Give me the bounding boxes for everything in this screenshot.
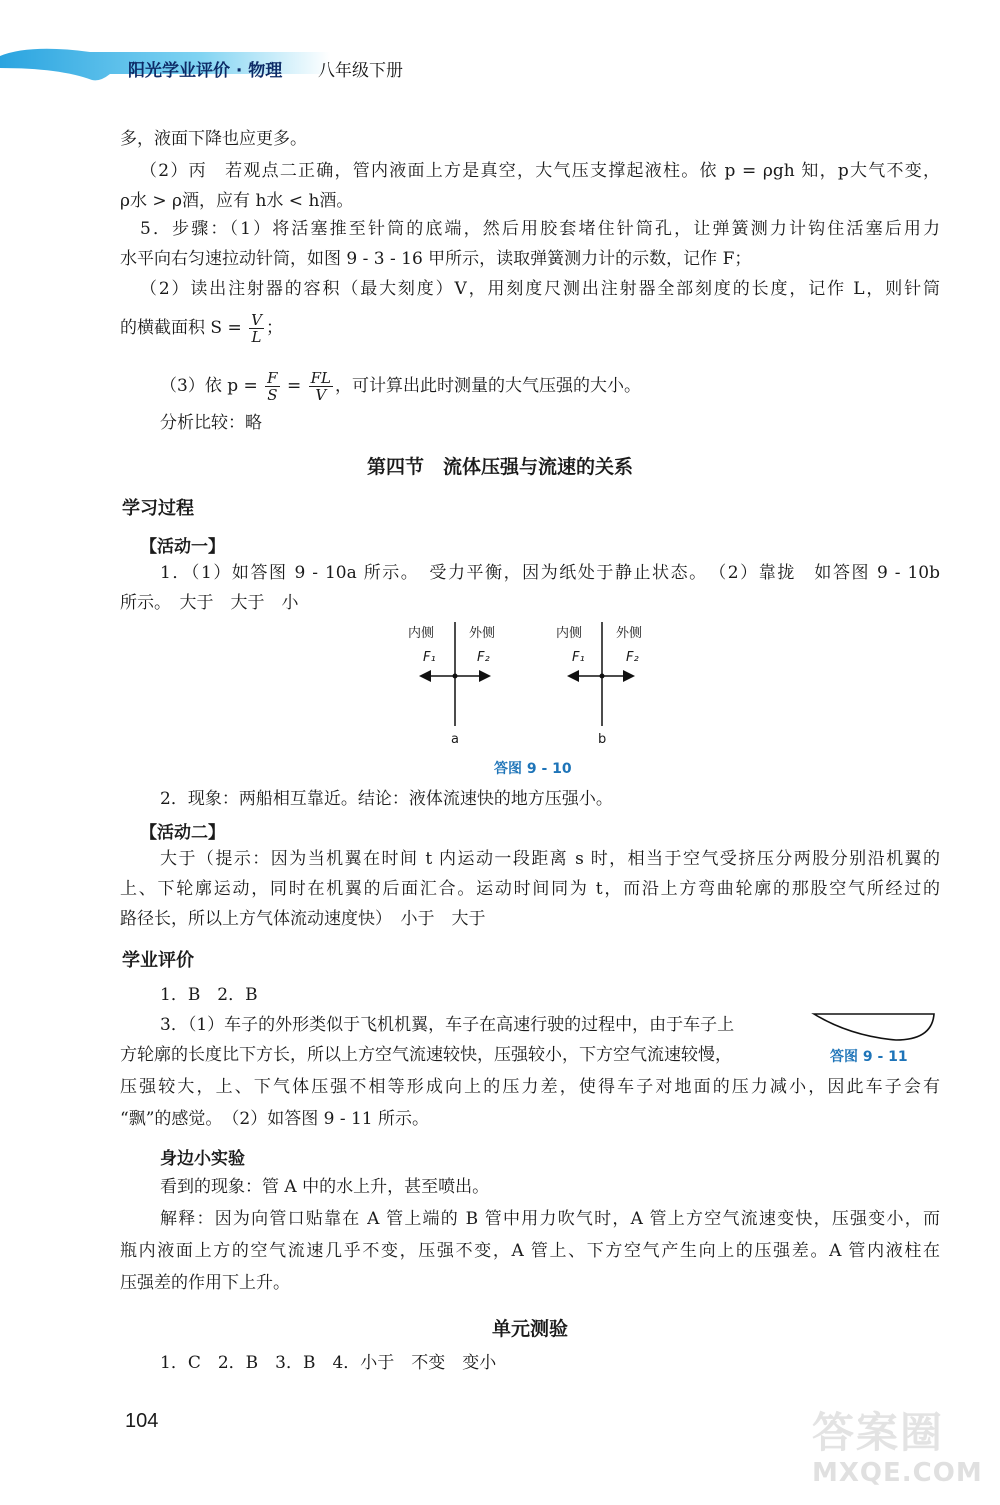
label-f2: F₂ (626, 650, 639, 665)
formula-line (160, 370, 641, 403)
text-line: 压强差的作用下上升。 (120, 1273, 290, 1293)
label-inner: 内侧 (408, 626, 435, 641)
label-f2: F₂ (477, 650, 490, 665)
text-segment: ； (265, 318, 283, 338)
fraction (249, 312, 264, 345)
text-segment: ，可计算出此时测量的大气压强的大小。 (335, 376, 642, 396)
denominator: L (251, 328, 262, 346)
heading-study: 学习过程 (122, 498, 194, 519)
label-f1: F₁ (423, 650, 436, 665)
numerator: V (251, 311, 262, 329)
text-segment: （3）依 p = (160, 376, 258, 396)
label-inner: 内侧 (556, 626, 583, 641)
heading-assessment: 学业评价 (122, 950, 194, 971)
text-line: 路径长，所以上方气体流动速度快） 小于 大于 (120, 909, 486, 929)
text-line: （2）读出注射器的容积（最大刻度）V，用刻度尺测出注射器全部刻度的长度，记作 L，则针筒 (140, 279, 940, 299)
grade-label: 八年级下册 (318, 61, 403, 81)
numerator: F (267, 369, 278, 387)
text-line: 看到的现象：管 A 中的水上升，甚至喷出。 (160, 1177, 490, 1197)
text-line: 水平向右匀速拉动针筒，如图 9 - 3 - 16 甲所示，读取弹簧测力计的示数，记作 F； (120, 249, 752, 269)
figure-caption: 答图 9 - 11 (830, 1049, 908, 1065)
text-line: 多，液面下降也应更多。 (120, 129, 307, 149)
text-line: 上、下轮廓运动，同时在机翼的后面汇合。运动时间同为 t，而沿上方弯曲轮廓的那股空气所经过的 (120, 879, 940, 899)
label-outer: 外侧 (469, 626, 496, 641)
activity-label: 【活动二】 (140, 823, 225, 843)
label-a: a (451, 732, 459, 747)
text-line: 2．现象：两船相互靠近。结论：液体流速快的地方压强小。 (160, 789, 613, 809)
text-line: “飘”的感觉。 （2）如答图 9 - 11 所示。 (120, 1109, 430, 1129)
text-line: 解释：因为向管口贴靠在 A 管上端的 B 管中用力吹气时，A 管上方空气流速变快，压强变小，而 (160, 1209, 940, 1229)
label-f1: F₁ (572, 650, 585, 665)
heading-unit-test: 单元测验 (491, 1318, 568, 1340)
text-line: ρ水 > ρ酒，应有 h水 < h酒。 (120, 191, 354, 211)
watermark-logo (812, 1408, 982, 1500)
denominator: V (315, 386, 327, 404)
fraction (309, 370, 333, 403)
text-line: （2）丙 若观点二正确，管内液面上方是真空，大气压支撑起液柱。依 p = ρgh 知，p大气不变， (140, 161, 940, 181)
text-line: 5．步骤：（1）将活塞推至针筒的底端，然后用胶套堵住针筒孔，让弹簧测力计钩住活塞后用力 (140, 219, 940, 239)
page-number: 104 (125, 1410, 159, 1432)
label-outer: 外侧 (616, 626, 643, 641)
text-line: 瓶内液面上方的空气流速几乎不变，压强不变，A 管上、下方空气产生向上的压强差。A 管内液柱在 (120, 1241, 941, 1261)
text-line: 压强较大，上、下气体压强不相等形成向上的压力差，使得车子对地面的压力减小，因此车子会有 (120, 1077, 940, 1097)
text-line: 1．B 2．B (160, 985, 258, 1005)
text-segment: = (286, 376, 302, 396)
figure-caption: 答图 9 - 10 (494, 761, 572, 777)
watermark-url: MXQE.COM (812, 1458, 983, 1488)
label-b: b (598, 732, 607, 747)
text-segment: 的横截面积 S = (120, 318, 242, 338)
heading-experiment: 身边小实验 (160, 1149, 245, 1169)
denominator: S (267, 386, 278, 404)
numerator: FL (310, 369, 332, 387)
text-line: 1．C 2．B 3．B 4．小于 不变 变小 (160, 1353, 497, 1373)
text-line: 方轮廓的长度比下方长，所以上方空气流速较快，压强较小，下方空气流速较慢， (120, 1045, 732, 1065)
section-title: 第四节 流体压强与流速的关系 (366, 456, 633, 478)
car-profile-figure (810, 1010, 940, 1046)
text-line: 3．（1）车子的外形类似于飞机机翼，车子在高速行驶的过程中，由于车子上 (160, 1015, 735, 1035)
text-line: 分析比较：略 (160, 413, 262, 433)
text-line: 所示。 大于 大于 小 (120, 593, 299, 613)
fraction (265, 370, 279, 403)
series-title: 阳光学业评价 · 物理 (128, 61, 283, 81)
formula-line (120, 312, 283, 345)
watermark-text: 答案圈 (812, 1408, 945, 1457)
activity-label: 【活动一】 (140, 537, 225, 557)
text-line: 1．（1）如答图 9 - 10a 所示。 受力平衡，因为纸处于静止状态。 （2）靠拢 如答图 9 - 10b (160, 563, 940, 583)
text-line: 大于（提示：因为当机翼在时间 t 内运动一段距离 s 时，相当于空气受挤压分两股分别沿机翼的 (160, 849, 940, 869)
